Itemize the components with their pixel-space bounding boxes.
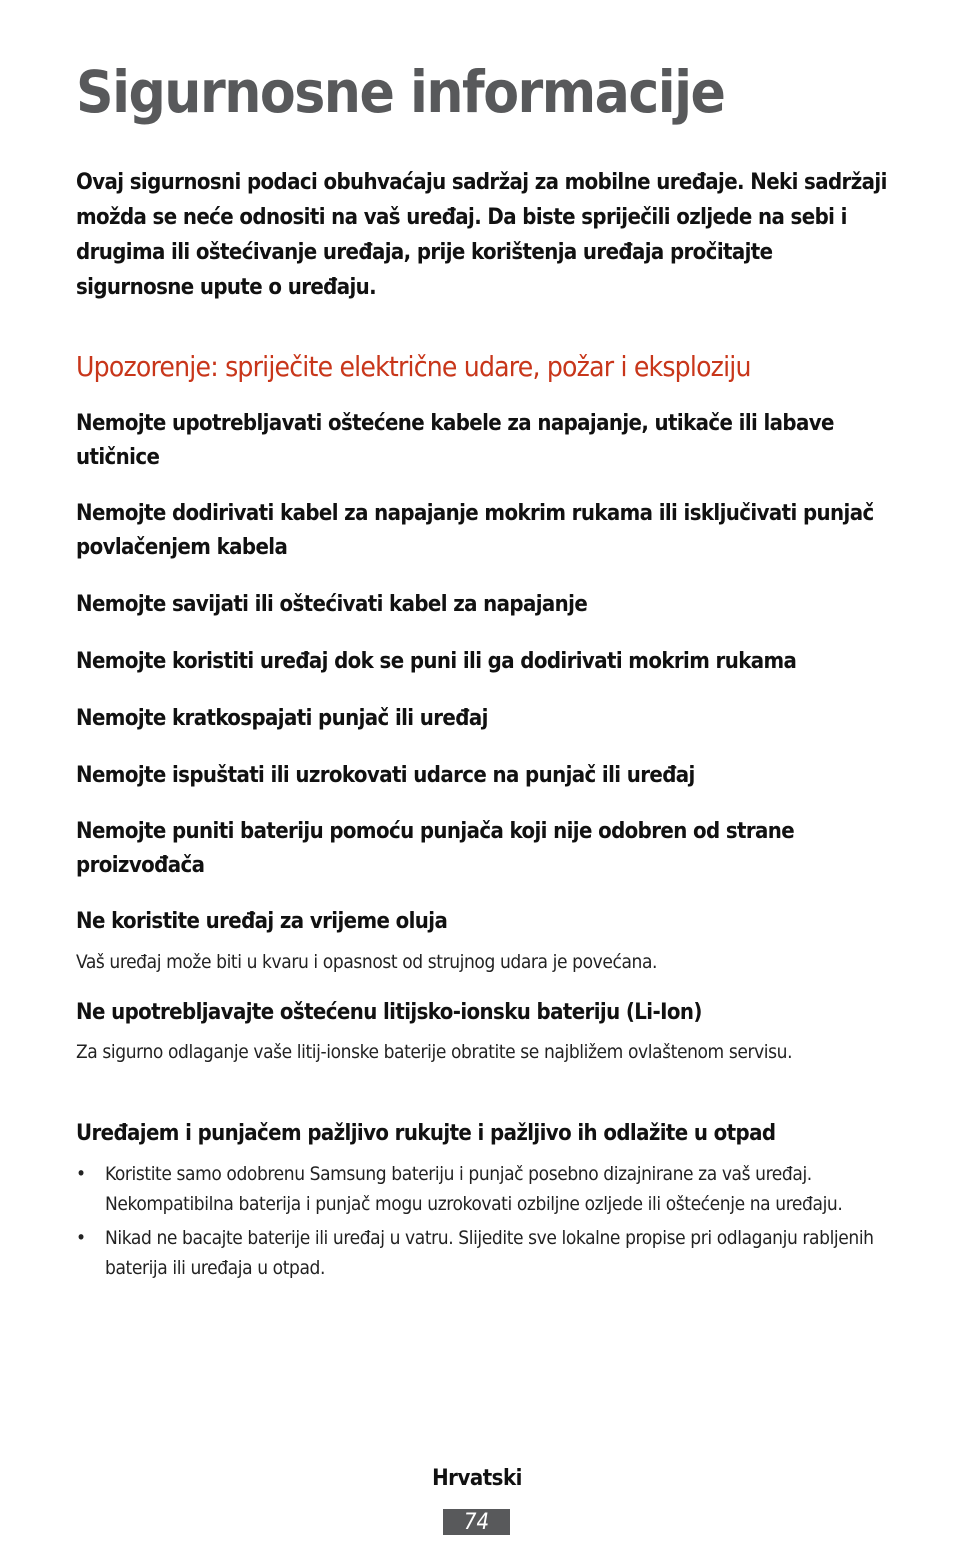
bullet-icon: • — [76, 1227, 86, 1249]
section-heading: Upozorenje: spriječite električne udare, požar i eksploziju — [76, 350, 751, 383]
warning-rule: Nemojte savijati ili oštećivati kabel za napajanje — [76, 592, 588, 617]
list-item-text: Nikad ne bacajte baterije ili uređaj u vatru. Slijedite sve lokalne propise pri odlaganju rabljenih baterija ili uređaja u otpad. — [105, 1227, 874, 1279]
list-item — [76, 1160, 891, 1219]
rule-description: Vaš uređaj može biti u kvaru i opasnost od strujnog udara je povećana. — [76, 951, 658, 973]
list-item-text: Koristite samo odobrenu Samsung bateriju i punjač posebno dizajnirane za vaš uređaj. Nekompatibilna baterija i punjač mogu uzrokovati ozbiljne ozljede ili oštećenje na uređaju. — [105, 1163, 843, 1215]
warning-rule: Nemojte ispuštati ili uzrokovati udarce na punjač ili uređaj — [76, 763, 695, 788]
warning-rule: Ne koristite uređaj za vrijeme oluja — [76, 909, 448, 934]
warning-rule: Nemojte koristiti uređaj dok se puni ili ga dodirivati mokrim rukama — [76, 649, 797, 674]
rule-description: Za sigurno odlaganje vaše litij-ionske baterije obratite se najbližem ovlaštenom servisu. — [76, 1041, 793, 1063]
page-title: Sigurnosne informacije — [76, 58, 725, 126]
warning-rule: Nemojte kratkospajati punjač ili uređaj — [76, 706, 488, 731]
bullet-list — [76, 1160, 891, 1288]
warning-rule: Nemojte puniti bateriju pomoću punjača koji nije odobren od strane proizvođača — [76, 819, 795, 878]
warning-rule: Ne upotrebljavajte oštećenu litijsko-ionsku bateriju (Li-Ion) — [76, 1000, 702, 1025]
warning-rule: Nemojte upotrebljavati oštećene kabele za napajanje, utikače ili labave utičnice — [76, 411, 834, 470]
footer-language: Hrvatski — [432, 1466, 522, 1491]
list-item — [76, 1224, 891, 1283]
page-number-badge: 74 — [443, 1509, 510, 1535]
bullet-icon: • — [76, 1163, 86, 1185]
intro-paragraph: Ovaj sigurnosni podaci obuhvaćaju sadržaj za mobilne uređaje. Neki sadržaji možda se neće odnositi na vaš uređaj. Da biste spriječili ozljede na sebi i drugima ili oštećivanje uređaja, prije korištenja uređaja pročitajte sigurnosne upute o uređaju. — [76, 170, 887, 300]
warning-rule: Uređajem i punjačem pažljivo rukujte i pažljivo ih odlažite u otpad — [76, 1121, 776, 1146]
warning-rule: Nemojte dodirivati kabel za napajanje mokrim rukama ili isključivati punjač povlačenjem kabela — [76, 501, 874, 560]
